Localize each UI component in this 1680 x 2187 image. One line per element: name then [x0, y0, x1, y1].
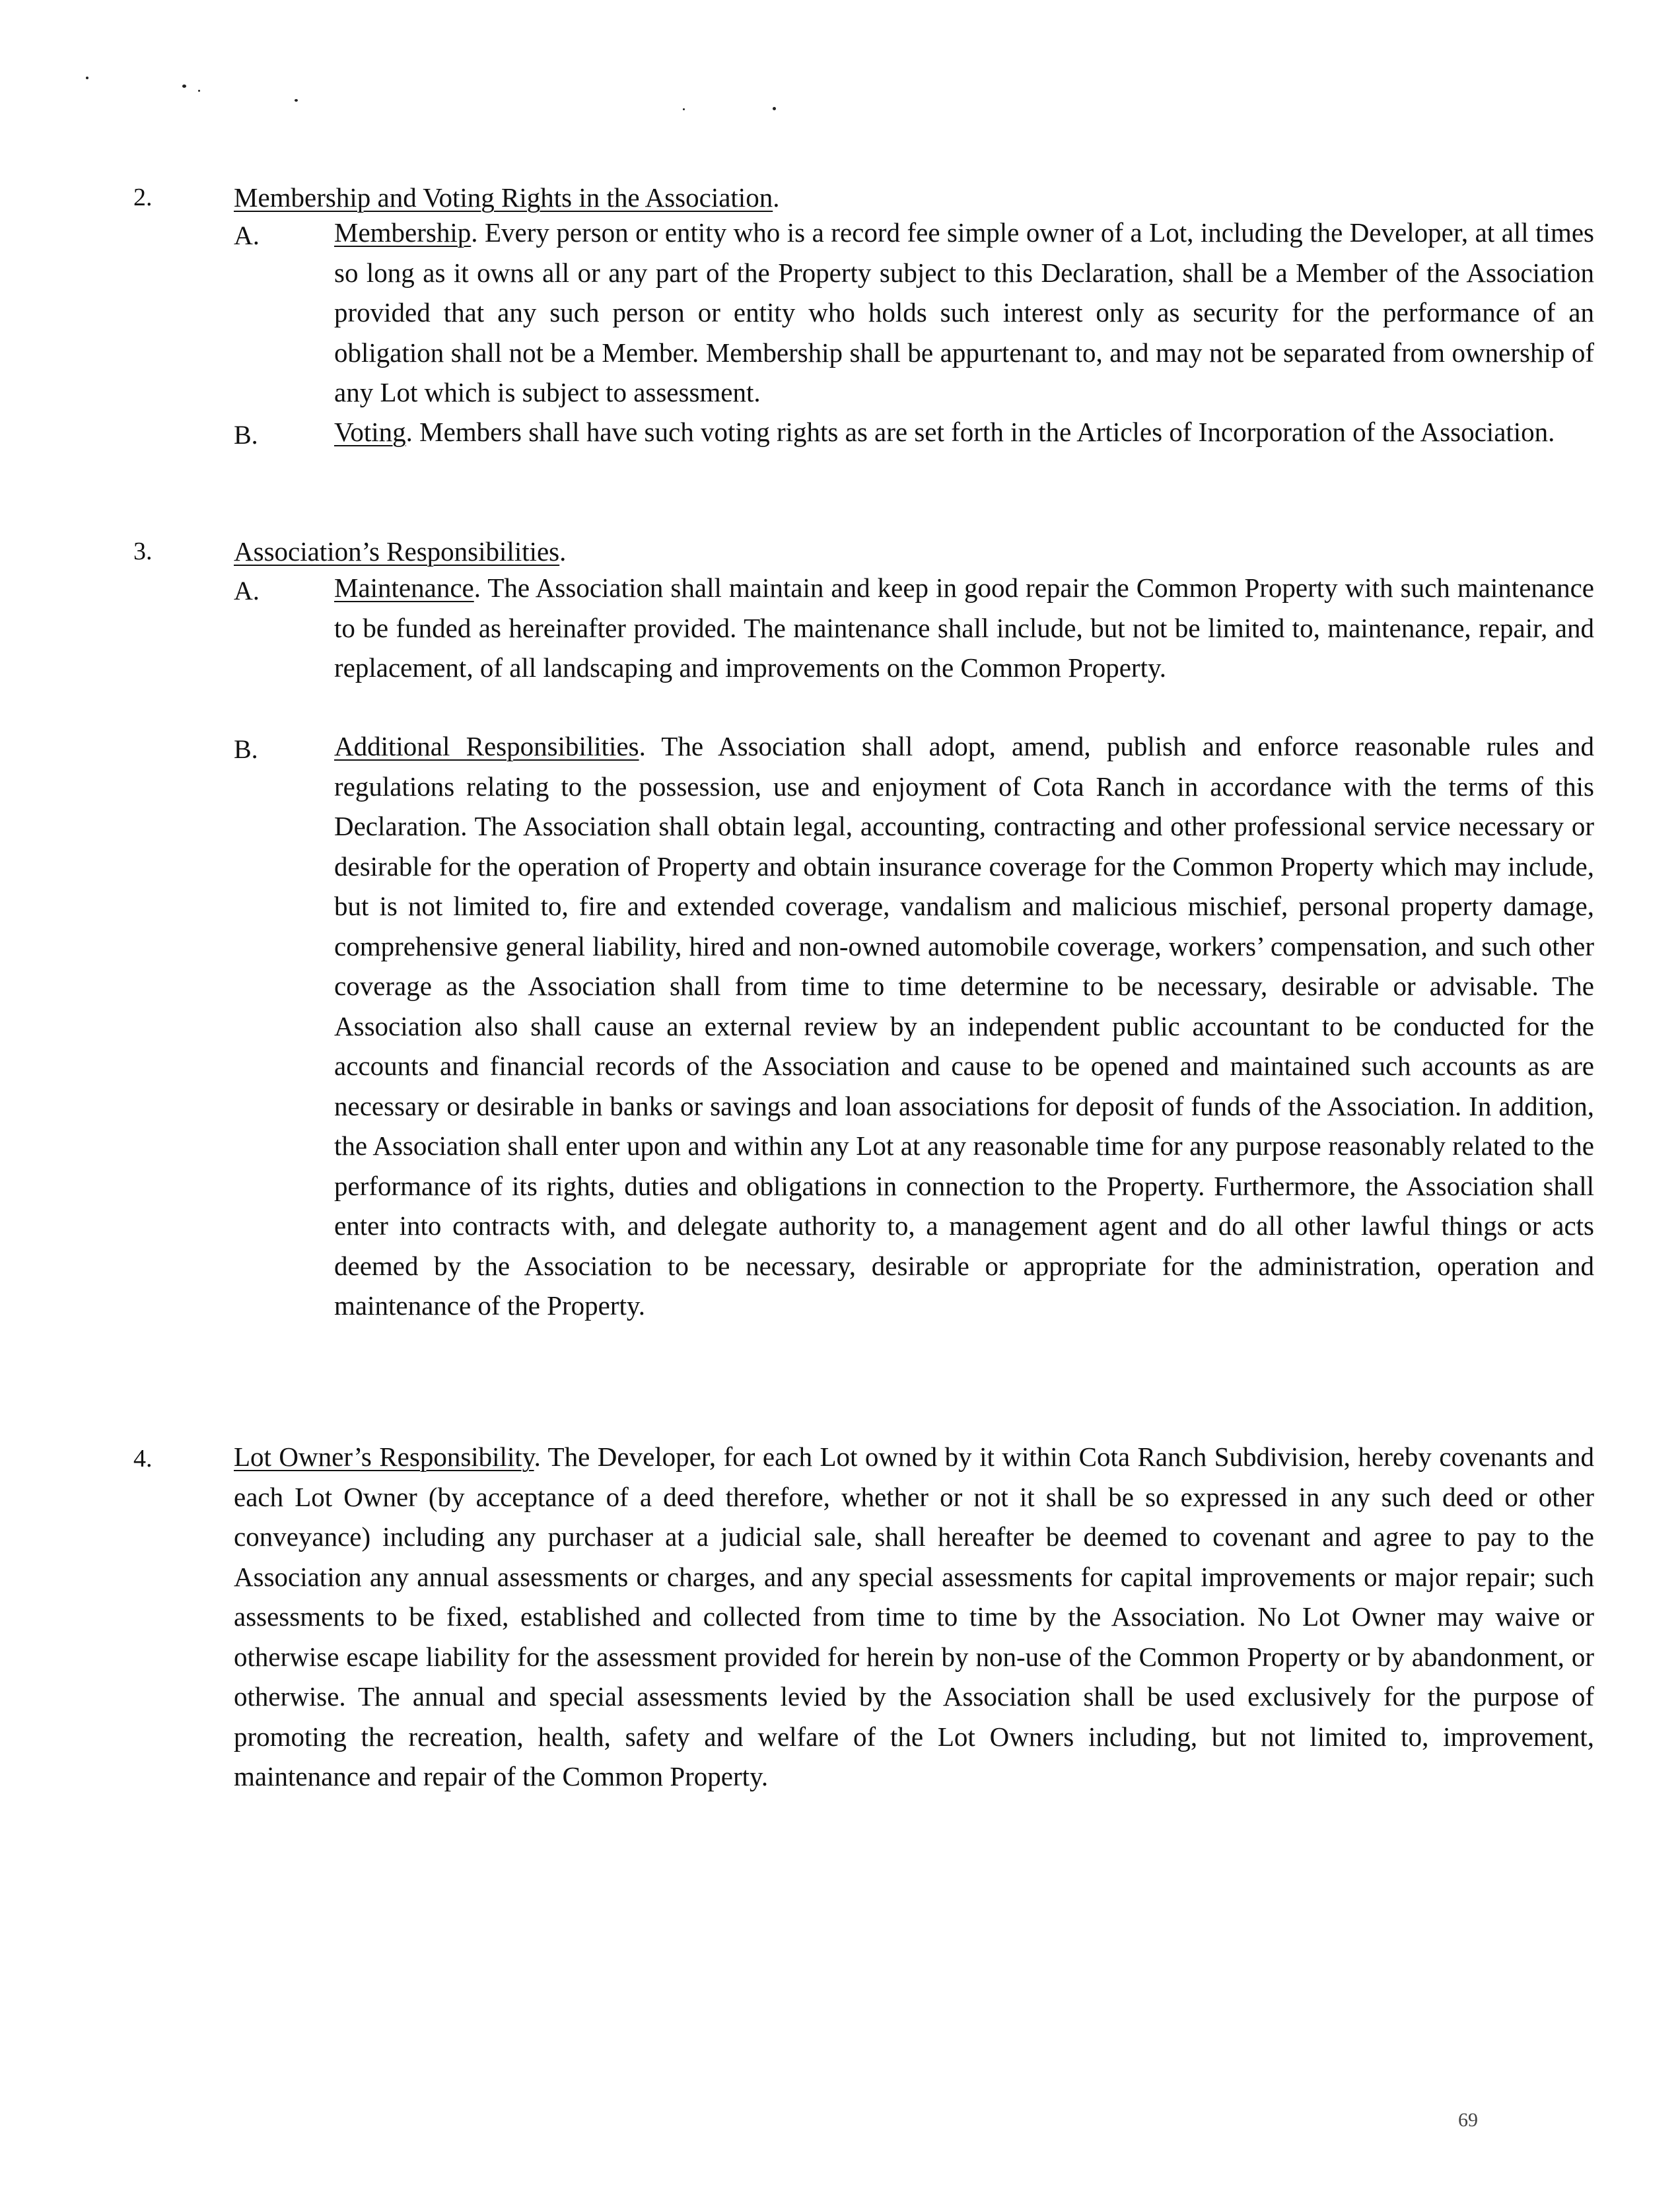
- section-text: . The Developer, for each Lot owned by it within Cota Ranch Subdivision, hereby covenants and each Lot Owner (by acceptance of a deed therefore, whether or not it shall be so expressed in any such deed or other conveyance) including any purchaser at a judicial sale, shall hereafter be deemed to covenant and agree to pay to the Association any annual assessments or charges, and any special assessments for capital improvements or major repair; such assessments to be fixed, established and collected from time to time by the Association. No Lot Owner may waive or otherwise escape liability for the assessment provided for herein by non-use of the Common Property or by abandonment, or otherwise. The annual and special assessments levied by the Association shall be used exclusively for the purpose of promoting the recreation, health, safety and welfare of the Lot Owners including, but not limited to, improvement, maintenance and repair of the Common Property.: [234, 1441, 1595, 1791]
- subsection-letter: B.: [234, 420, 258, 450]
- section-number: 2.: [133, 184, 153, 211]
- subsection-text: . Every person or entity who is a record fee simple owner of a Lot, including the Developer, at all times so long as it owns all or any part of the Property subject to this Declaration, shall be a Member of the Association provided that any such person or entity who holds such interest only as security for the performance of an obligation shall not be a Member. Membership shall be appurtenant to, and may not be separated from ownership of any Lot which is subject to assessment.: [334, 217, 1594, 407]
- section-body: [234, 1437, 1594, 1797]
- subsection-text: . The Association shall adopt, amend, publish and enforce reasonable rules and regulations relating to the possession, use and enjoyment of Cota Ranch in accordance with the terms of this Declaration. The Association shall obtain legal, accounting, contracting and other professional service necessary or desirable for the operation of Property and obtain insurance coverage for the Common Property which may include, but is not limited to, fire and extended coverage, vandalism and malicious mischief, personal property damage, comprehensive general liability, hired and non-owned automobile coverage, workers’ compensation, and such other coverage as the Association shall from time to time determine to be necessary, desirable or advisable. The Association also shall cause an external review by an independent public accountant to be conducted for the accounts and financial records of the Association and cause to be opened and maintained such accounts as are necessary or desirable in banks or savings and loan associations for deposit of funds of the Association. In addition, the Association shall enter upon and within any Lot at any reasonable time for any purpose reasonably related to the performance of its rights, duties and obligations in connection to the Property. Furthermore, the Association shall enter into contracts with, and delegate authority to, a management agent and do all other lawful things or acts deemed by the Association to be necessary, desirable or appropriate for the administration, operation and maintenance of the Property.: [334, 731, 1594, 1321]
- subsection-body: [334, 213, 1594, 413]
- scan-speck: [773, 107, 776, 110]
- section-heading-text: Lot Owner’s Responsibility: [234, 1441, 534, 1472]
- subsection-body: [334, 568, 1594, 688]
- section-heading: [234, 531, 566, 572]
- subsection-letter: A.: [234, 221, 260, 250]
- subsection-title: Membership: [334, 217, 472, 248]
- subsection-title: Additional Responsibilities: [334, 731, 639, 761]
- subsection-text: . The Association shall maintain and keep in good repair the Common Property with such maintenance to be funded as hereinafter provided. The maintenance shall include, but not be limited to, maintenance, repair, and replacement, of all landscaping and improvements on the Common Property.: [334, 573, 1594, 683]
- section-heading: [234, 177, 779, 218]
- subsection-text: . Members shall have such voting rights as are set forth in the Articles of Incorporation of the Association.: [405, 417, 1555, 447]
- section-heading-period: .: [773, 182, 780, 213]
- subsection-body: [334, 412, 1594, 452]
- page-number: 69: [1458, 2109, 1478, 2131]
- subsection-body: [334, 726, 1594, 1326]
- subsection-letter: A.: [234, 576, 260, 606]
- scan-speck: [198, 90, 200, 92]
- subsection-title: Maintenance: [334, 573, 474, 603]
- section-heading-text: Membership and Voting Rights in the Association: [234, 182, 773, 213]
- section-number: 4.: [133, 1445, 153, 1473]
- scan-speck: [182, 85, 186, 88]
- scan-speck: [683, 108, 685, 110]
- section-heading-text: Association’s Responsibilities: [234, 536, 560, 567]
- scan-speck: [295, 99, 298, 102]
- section-heading-period: .: [559, 536, 567, 567]
- subsection-letter: B.: [234, 734, 258, 764]
- subsection-title: Voting: [334, 417, 406, 447]
- scan-speck: [86, 77, 88, 79]
- section-number: 3.: [133, 538, 153, 565]
